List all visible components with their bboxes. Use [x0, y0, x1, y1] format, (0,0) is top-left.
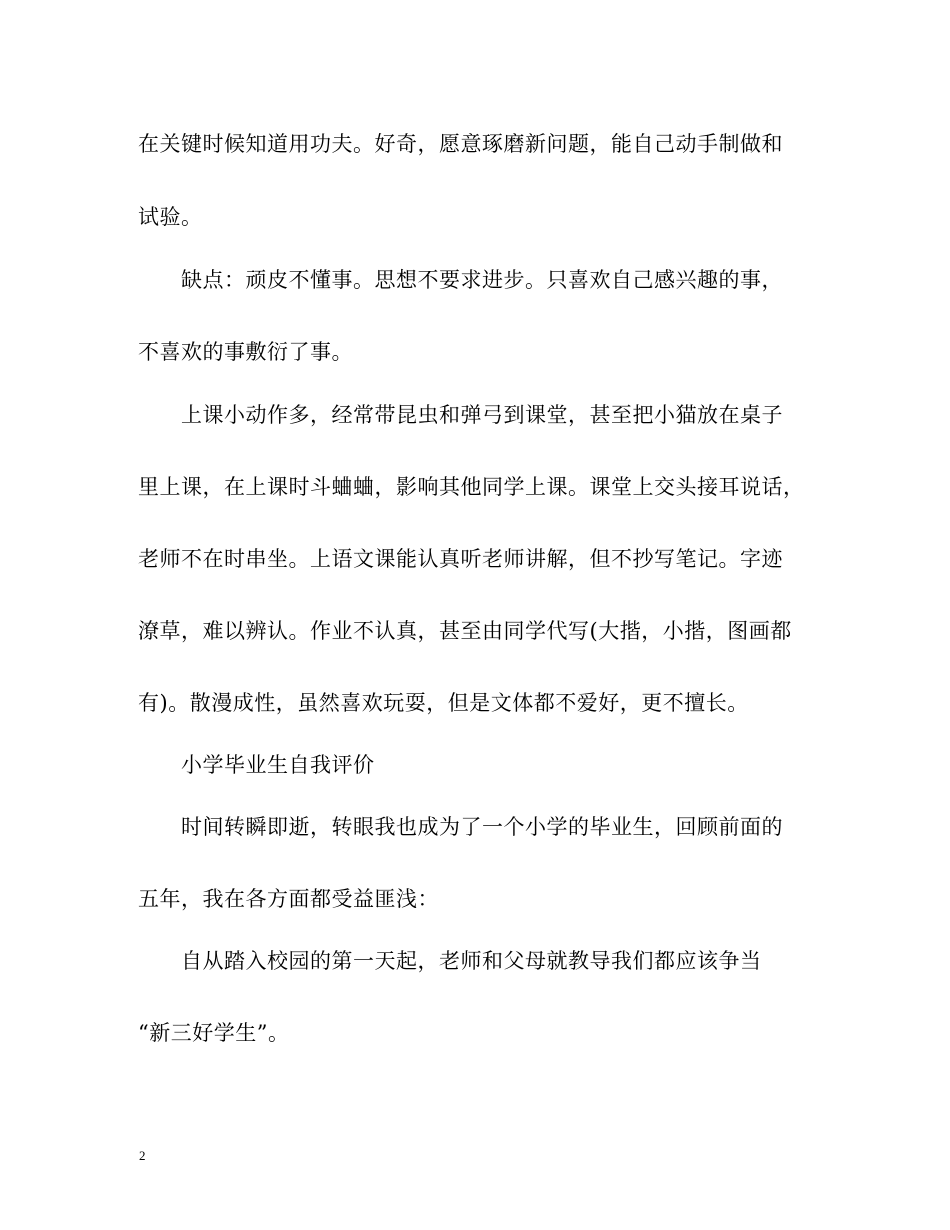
text-line-12: 五年，我在各方面都受益匪浅： — [138, 887, 439, 911]
text-line-1: 在关键时候知道用功夫。好奇，愿意琢磨新问题，能自己动手制做和 — [138, 132, 783, 156]
text-line-14: “新三好学生”。 — [138, 1021, 290, 1045]
text-line-8: 潦草，难以辨认。作业不认真，甚至由同学代写(大揩，小揩，图画都 — [138, 619, 792, 643]
text-line-2: 试验。 — [138, 205, 203, 229]
text-line-5: 上课小动作多，经常带昆虫和弹弓到课堂，甚至把小猫放在桌子 — [138, 403, 783, 427]
text-line-7: 老师不在时串坐。上语文课能认真听老师讲解，但不抄写笔记。字迹 — [138, 547, 783, 571]
text-line-13: 自从踏入校园的第一天起，老师和父母就教导我们都应该争当 — [138, 949, 762, 973]
text-line-11: 时间转瞬即逝，转眼我也成为了一个小学的毕业生，回顾前面的 — [138, 815, 783, 839]
section-heading: 小学毕业生自我评价 — [138, 753, 375, 777]
text-line-9: 有)。散漫成性，虽然喜欢玩耍，但是文体都不爱好，更不擅长。 — [138, 691, 749, 715]
text-line-3: 缺点：顽皮不懂事。思想不要求进步。只喜欢自己感兴趣的事， — [138, 268, 783, 292]
page-number: 2 — [139, 1148, 146, 1163]
text-line-6: 里上课，在上课时斗蛐蛐，影响其他同学上课。课堂上交头接耳说话， — [138, 475, 805, 499]
text-line-4: 不喜欢的事敷衍了事。 — [138, 340, 353, 364]
